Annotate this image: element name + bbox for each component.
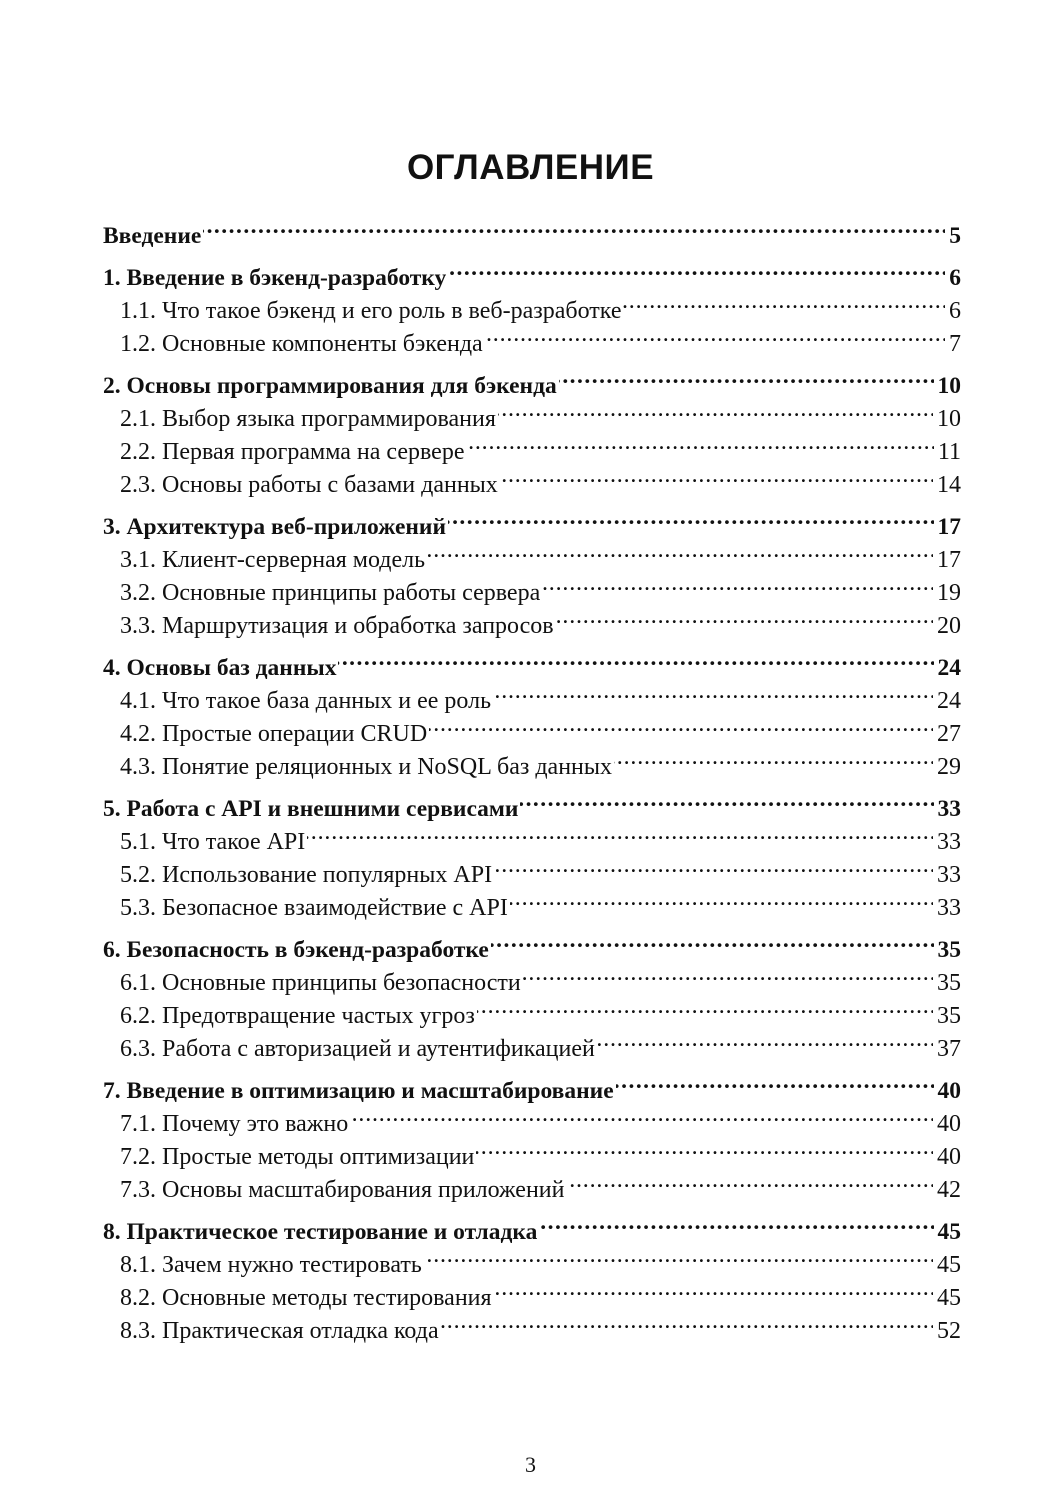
toc-chapter-entry bbox=[103, 501, 961, 540]
dot-leader bbox=[542, 567, 933, 600]
toc-entry-page: 5 bbox=[949, 223, 961, 249]
dot-leader bbox=[338, 642, 933, 675]
toc-entry-page: 33 bbox=[937, 862, 961, 888]
toc-entry-title: 5.2. Использование популярных API bbox=[120, 862, 493, 888]
toc-chapter-entry bbox=[103, 924, 961, 963]
toc-entry-title: 3.2. Основные принципы работы сервера bbox=[120, 580, 541, 606]
dot-leader bbox=[520, 783, 933, 816]
toc-chapter-entry bbox=[103, 1206, 961, 1245]
toc-entry-title: 8. Практическое тестирование и отладка bbox=[103, 1219, 538, 1245]
dot-leader bbox=[597, 1023, 933, 1056]
toc-entry-title: 4.2. Простые операции CRUD bbox=[120, 721, 428, 747]
dot-leader bbox=[500, 459, 933, 492]
toc-entry-title: 4.1. Что такое база данных и ее роль bbox=[120, 688, 492, 714]
toc-entry-page: 14 bbox=[937, 472, 961, 498]
toc-entry-title: 6.1. Основные принципы безопасности bbox=[120, 970, 521, 996]
dot-leader bbox=[493, 675, 933, 708]
dot-leader bbox=[539, 1206, 933, 1239]
toc-entry-page: 27 bbox=[937, 721, 961, 747]
toc-entry-page: 11 bbox=[937, 439, 961, 465]
dot-leader bbox=[494, 1272, 933, 1305]
toc-chapter-entry bbox=[103, 252, 961, 291]
dot-leader bbox=[494, 849, 933, 882]
toc-entry-title: 2.2. Первая программа на сервере bbox=[120, 439, 465, 465]
toc-entry-title: 2. Основы программирования для бэкенда bbox=[103, 373, 557, 399]
toc-entry-title: 8.2. Основные методы тестирования bbox=[120, 1285, 492, 1311]
page-number: 3 bbox=[525, 1452, 536, 1477]
toc-entry-title: 7.1. Почему это важно bbox=[120, 1111, 349, 1137]
toc-entry-title: 2.3. Основы работы с базами данных bbox=[120, 472, 498, 498]
dot-leader bbox=[556, 600, 933, 633]
dot-leader bbox=[466, 426, 933, 459]
toc-entry-page: 20 bbox=[937, 613, 961, 639]
dot-leader bbox=[424, 1239, 933, 1272]
toc-entry-page: 33 bbox=[937, 796, 961, 822]
dot-leader bbox=[498, 393, 933, 426]
toc-entry-page: 6 bbox=[949, 298, 961, 324]
toc-entry-page: 35 bbox=[937, 1003, 961, 1029]
toc-entry-title: 3.3. Маршрутизация и обработка запросов bbox=[120, 613, 554, 639]
dot-leader bbox=[448, 252, 945, 285]
toc-entry-page: 6 bbox=[949, 265, 961, 291]
dot-leader bbox=[614, 741, 933, 774]
toc-entry-page: 37 bbox=[937, 1036, 961, 1062]
toc-entry-title: 8.3. Практическая отладка кода bbox=[120, 1318, 439, 1344]
dot-leader bbox=[559, 360, 934, 393]
dot-leader bbox=[307, 816, 933, 849]
dot-leader bbox=[623, 285, 945, 318]
toc-entry-title: 7. Введение в оптимизацию и масштабирование bbox=[103, 1078, 614, 1104]
toc-entry-title: 7.3. Основы масштабирования приложений bbox=[120, 1177, 565, 1203]
toc-entry-page: 33 bbox=[937, 829, 961, 855]
toc-entry-title: 1.2. Основные компоненты бэкенда bbox=[120, 331, 483, 357]
toc-chapter-entry bbox=[103, 360, 961, 399]
toc-entry-page: 33 bbox=[937, 895, 961, 921]
dot-leader bbox=[510, 882, 933, 915]
dot-leader bbox=[491, 924, 934, 957]
toc-entry-title: 1.1. Что такое бэкенд и его роль в веб-разработке bbox=[120, 298, 622, 324]
toc-entry-page: 45 bbox=[937, 1219, 961, 1245]
dot-leader bbox=[427, 534, 933, 567]
table-of-contents bbox=[103, 210, 961, 1344]
dot-leader bbox=[485, 318, 945, 351]
toc-entry-page: 52 bbox=[937, 1318, 961, 1344]
toc-chapter-entry bbox=[103, 642, 961, 681]
toc-entry-page: 40 bbox=[937, 1078, 961, 1104]
toc-entry-page: 17 bbox=[937, 514, 961, 540]
dot-leader bbox=[477, 990, 933, 1023]
toc-entry-title: 1. Введение в бэкенд-разработку bbox=[103, 265, 447, 291]
toc-entry-page: 24 bbox=[937, 655, 961, 681]
toc-entry-page: 7 bbox=[949, 331, 961, 357]
dot-leader bbox=[448, 501, 934, 534]
dot-leader bbox=[523, 957, 933, 990]
toc-entry-page: 40 bbox=[937, 1144, 961, 1170]
toc-entry-title: 5.1. Что такое API bbox=[120, 829, 306, 855]
dot-leader bbox=[616, 1065, 934, 1098]
toc-entry-title: 5.3. Безопасное взаимодействие с API bbox=[120, 895, 508, 921]
dot-leader bbox=[429, 708, 933, 741]
page-title: ОГЛАВЛЕНИЕ bbox=[406, 148, 655, 187]
toc-entry-page: 40 bbox=[937, 1111, 961, 1137]
toc-entry-page: 45 bbox=[937, 1285, 961, 1311]
toc-entry-title: 4.3. Понятие реляционных и NoSQL баз данных bbox=[120, 754, 613, 780]
toc-chapter-entry bbox=[103, 783, 961, 822]
toc-entry-title: Введение bbox=[103, 223, 202, 249]
toc-entry-title: 3.1. Клиент-серверная модель bbox=[120, 547, 426, 573]
toc-entry-title: 8.1. Зачем нужно тестировать bbox=[120, 1252, 422, 1278]
toc-entry-title: 2.1. Выбор языка программирования bbox=[120, 406, 496, 432]
toc-entry-title: 7.2. Простые методы оптимизации bbox=[120, 1144, 475, 1170]
toc-entry-page: 29 bbox=[937, 754, 961, 780]
toc-entry-title: 6.3. Работа с авторизацией и аутентификацией bbox=[120, 1036, 595, 1062]
dot-leader bbox=[203, 210, 945, 243]
toc-entry-page: 45 bbox=[937, 1252, 961, 1278]
toc-entry-title: 6.2. Предотвращение частых угроз bbox=[120, 1003, 475, 1029]
toc-entry-page: 35 bbox=[937, 970, 961, 996]
toc-entry-page: 42 bbox=[937, 1177, 961, 1203]
toc-entry-title: 6. Безопасность в бэкенд-разработке bbox=[103, 937, 489, 963]
toc-entry-title: 3. Архитектура веб-приложений bbox=[103, 514, 446, 540]
toc-entry-title: 5. Работа с API и внешними сервисами bbox=[103, 796, 519, 822]
toc-chapter-entry bbox=[103, 210, 961, 249]
toc-entry-title: 4. Основы баз данных bbox=[103, 655, 337, 681]
toc-entry-page: 10 bbox=[937, 373, 961, 399]
dot-leader bbox=[350, 1098, 933, 1131]
toc-chapter-entry bbox=[103, 1065, 961, 1104]
dot-leader bbox=[567, 1164, 934, 1197]
toc-entry-page: 10 bbox=[937, 406, 961, 432]
dot-leader bbox=[476, 1131, 933, 1164]
toc-entry-page: 19 bbox=[937, 580, 961, 606]
toc-entry-page: 17 bbox=[937, 547, 961, 573]
dot-leader bbox=[441, 1305, 933, 1338]
toc-entry-page: 24 bbox=[937, 688, 961, 714]
toc-entry-page: 35 bbox=[937, 937, 961, 963]
